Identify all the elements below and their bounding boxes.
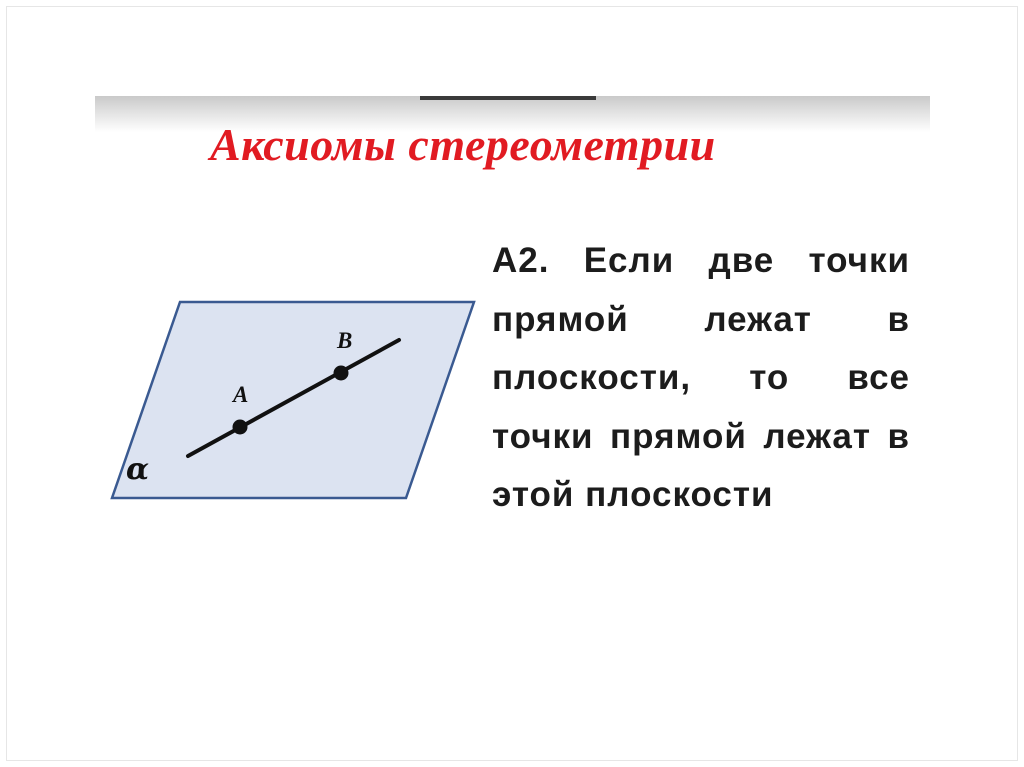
title-accent-line bbox=[420, 96, 596, 100]
point-a-label: A bbox=[233, 382, 249, 407]
point-a bbox=[233, 420, 248, 435]
plane-diagram bbox=[108, 296, 480, 508]
point-b bbox=[334, 366, 349, 381]
slide-title: Аксиомы стереометрии bbox=[210, 119, 716, 170]
axiom-a2-text: А2. Если две точки прямой лежат в плоскости, то все точки прямой лежат в этой плоскости bbox=[492, 241, 910, 514]
point-b-label: B bbox=[337, 328, 353, 353]
plane-alpha-label: α bbox=[126, 452, 150, 487]
